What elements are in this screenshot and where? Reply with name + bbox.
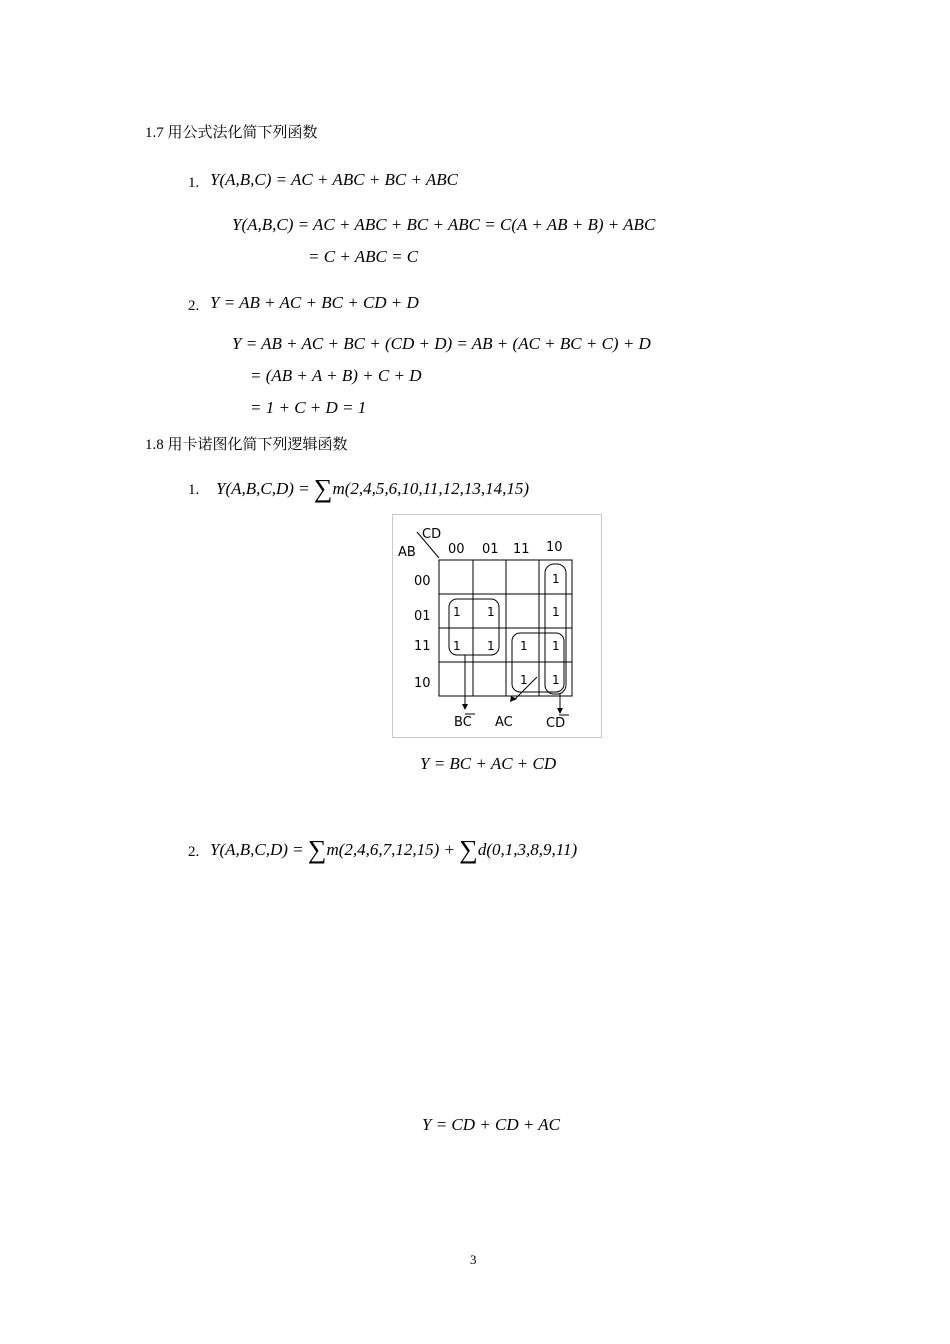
section-heading-1-7: 1.7 用公式法化简下列函数 [145, 125, 318, 141]
corner-label-cd: CD [422, 527, 442, 542]
dontcare-part: d(0,1,3,8,9,11) [477, 840, 578, 859]
cell-one: 1 [487, 605, 495, 619]
problem-number: 2. [188, 844, 200, 860]
section-heading-1-8: 1.8 用卡诺图化简下列逻辑函数 [145, 437, 348, 453]
minterm-part: m(2,4,6,7,12,15) + [326, 840, 456, 859]
solution-step: = (AB + A + B) + C + D [250, 366, 422, 385]
cell-one: 1 [520, 639, 528, 653]
problem-number: 1. [188, 482, 200, 498]
equation-lhs: Y(A,B,C,D) = [210, 840, 304, 859]
sigma-symbol: ∑ [313, 474, 333, 503]
page-number: 3 [470, 1252, 477, 1267]
col-label: 11 [513, 542, 530, 557]
term-label-bc: BC [454, 715, 472, 730]
solution-step: Y = AB + AC + BC + (CD + D) = AB + (AC + BC + C) + D [232, 334, 651, 353]
cell-one: 1 [552, 639, 560, 653]
col-label: 00 [448, 542, 465, 557]
cell-one: 1 [453, 639, 461, 653]
karnaugh-map-svg [393, 515, 601, 737]
problem-number: 2. [188, 298, 200, 314]
cell-one: 1 [520, 673, 528, 687]
col-label: 10 [546, 540, 563, 555]
problem-equation: Y(A,B,C) = AC + ABC + BC + ABC [210, 170, 459, 189]
problem-equation [216, 476, 529, 502]
map-groupings [449, 564, 566, 694]
row-label: 01 [414, 609, 431, 624]
equation-lhs: Y(A,B,C,D) = [216, 479, 310, 498]
solution-step: = 1 + C + D = 1 [250, 398, 367, 417]
result-equation: Y = BC + AC + CD [420, 754, 557, 773]
term-label-cd: CD [546, 716, 566, 731]
row-label: 11 [414, 639, 431, 654]
arrow-heads [462, 696, 563, 714]
cell-one: 1 [552, 572, 560, 586]
cell-one: 1 [487, 639, 495, 653]
row-label: 00 [414, 574, 431, 589]
solution-step: = C + ABC = C [308, 247, 419, 266]
cell-one: 1 [453, 605, 461, 619]
sigma-symbol: ∑ [459, 835, 478, 864]
problem-equation: Y = AB + AC + BC + CD + D [210, 293, 419, 312]
corner-label-ab: AB [398, 545, 416, 560]
cell-one: 1 [552, 605, 560, 619]
equation-rhs: m(2,4,5,6,10,11,12,13,14,15) [332, 479, 530, 498]
row-label: 10 [414, 676, 431, 691]
sigma-symbol: ∑ [307, 835, 327, 864]
karnaugh-map-figure [392, 514, 602, 738]
problem-equation [210, 837, 577, 863]
solution-step: Y(A,B,C) = AC + ABC + BC + ABC = C(A + AB + B) + ABC [232, 215, 656, 234]
problem-number: 1. [188, 175, 200, 191]
result-equation: Y = CD + CD + AC [422, 1115, 561, 1134]
col-label: 01 [482, 542, 499, 557]
cell-one: 1 [552, 673, 560, 687]
term-label-ac: AC [495, 715, 513, 730]
